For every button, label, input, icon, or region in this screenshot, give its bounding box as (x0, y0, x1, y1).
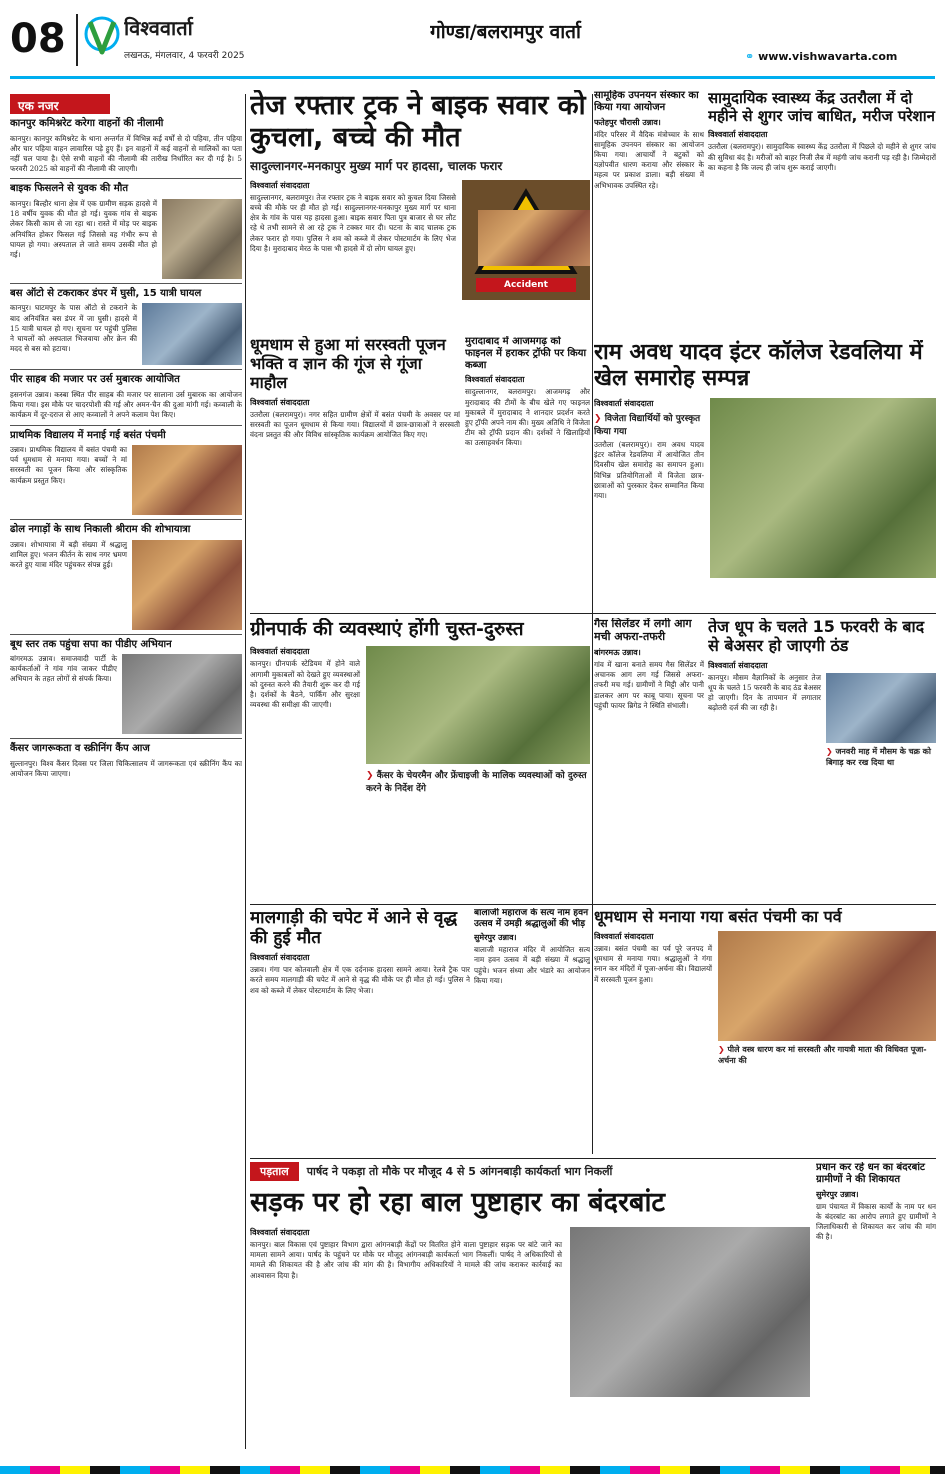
story-basant (594, 908, 936, 1160)
balaji-bureau: सुमेरपुर उन्नाव। (474, 933, 517, 943)
padtal-label: पड़ताल (250, 1162, 299, 1181)
basant-headline: धूमधाम से मनाया गया बसंत पंचमी का पर्व (594, 908, 842, 926)
saraswati-text: उतरौला (बलरामपुर)। नगर सहित ग्रामीण क्षेत्रों में बसंत पंचमी के अवसर पर मां सरस्वती का पूजन धूमधाम से किया गया। विद्यालयों में छात्र-छात्राओं ने सरस्वती वंदना प्रस्तुत की और विविध सांस्कृतिक कार्यक्रम आयोजित किए गए। (250, 409, 460, 440)
section-rule (250, 904, 936, 905)
basant-caption-text: पीले वस्त्र धारण कर मां सरस्वती और गायत्री माता की विधिवत पूजा-अर्चना की (718, 1044, 927, 1065)
dateline: लखनऊ, मंगलवार, 4 फरवरी 2025 (124, 51, 245, 61)
story-pradhan (816, 1162, 936, 1452)
weather-caption-text: जनवरी माह में मौसम के चक्र को बिगाड़ कर रख दिया था (826, 746, 931, 767)
story-saraswati (250, 336, 460, 636)
left-item-title: बूथ स्तर तक पहुंचा सपा का पीडीए अभियान (10, 638, 172, 650)
story-gas (594, 618, 704, 908)
left-item-title: ढोल नगाड़ों के साथ निकाली श्रीराम की शोभायात्रा (10, 524, 191, 536)
street-photo (826, 673, 936, 743)
weather-bureau: विश्ववार्ता संवाददाता (708, 660, 768, 670)
arrow-icon: ❯ (718, 1044, 725, 1054)
left-item (10, 425, 242, 516)
pradhan-headline: प्रधान कर रहे धन का बंदरबांट ग्रामीणों ने की शिकायत (816, 1162, 925, 1185)
website[interactable] (745, 50, 940, 68)
left-item (10, 118, 242, 174)
left-item-text: उन्नाव। प्राथमिक विद्यालय में बसंत पंचमी का पर्व धूमधाम से मनाया गया। बच्चों ने मां सरस्वती का पूजन किया और सांस्कृतिक कार्यक्रम प्रस्तुत किए। (10, 445, 127, 485)
padtal-bureau: विश्ववार्ता संवाददाता (250, 1227, 310, 1237)
left-item-title: कैंसर जागरूकता व स्क्रीनिंग कैंप आज (10, 743, 150, 755)
saraswati-headline: धूमधाम से हुआ मां सरस्वती पूजन भक्ति व ज्ञान की गूंज से गूंजा माहौल (250, 336, 446, 392)
balaji-text: बालाजी महाराज मंदिर में आयोजित सत्य नाम हवन उत्सव में बड़ी संख्या में श्रद्धालु पहुंचे। भजन संध्या और भंडारे का आयोजन किया गया। (474, 945, 590, 985)
left-item-text: बांगरमऊ उन्नाव। समाजवादी पार्टी के कार्यकर्ताओं ने गांव गांव जाकर पीडीए अभियान के तहत लोगों से संपर्क किया। (10, 654, 117, 684)
basant-text: उन्नाव। बसंत पंचमी का पर्व पूरे जनपद में धूमधाम से मनाया गया। श्रद्धालुओं ने गंगा स्नान कर मंदिरों में पूजा-अर्चना की। विद्यालयों में सरस्वती पूजन हुआ। (594, 943, 712, 984)
upnayan-headline: सामूहिक उपनयन संस्कार का किया गया आयोजन (594, 90, 699, 113)
train-bureau: विश्ववार्ता संवाददाता (250, 953, 310, 963)
sports-bureau: विश्ववार्ता संवाददाता (594, 398, 654, 408)
left-item-text: कानपुर। कानपुर कमिश्नरेट के थाना अन्तर्गत में विभिन्न कई वर्षों से दो पहिया, तीन पहिया और चार पहिया वाहन लावारिस पड़े हुए हैं। इन वाहनों में कई वाहनों से मालिकों का पता नहीं चल पाया है। ऐसे सभी वाहनों की नीलामी की तारीख निर्धारित कर दी गई है। 5 फरवरी 2025 को वाहनों की नीलामी की जाएगी। (10, 133, 242, 174)
globe-icon: ⚭ (745, 50, 755, 63)
left-item (10, 178, 242, 279)
greenpark-headline: ग्रीनपार्क की व्यवस्थाएं होंगी चुस्त-दुरुस्त (250, 618, 524, 640)
chc-headline: सामुदायिक स्वास्थ्य केंद्र उतरौला में दो महीने से शुगर जांच बाधित, मरीज परेशान (708, 90, 935, 125)
story-moradabad (465, 336, 590, 636)
story-upnayan (594, 90, 704, 336)
section-title: गोण्डा/बलरामपुर वार्ता (430, 21, 581, 43)
left-item (10, 283, 242, 366)
bus-accident-photo (142, 303, 242, 365)
sports-headline: राम अवध यादव इंटर कॉलेज रेडवलिया में खेल समारोह सम्पन्न (594, 340, 923, 391)
page-number: 08 (10, 16, 66, 62)
lead-text: सादुल्लानगर, बलरामपुर। तेज रफ्तार ट्रक ने बाइक सवार को कुचल दिया जिससे बच्चे की मौके पर ही मौत हो गई। सादुल्लानगर-मनकापुर मुख्य मार्ग पर थाना क्षेत्र के गांव के पास यह हादसा हुआ। बाइक सवार पिता पुत्र बाजार से घर लौट रहे थे तभी सामने से आ रहे ट्रक ने टक्कर मार दी। घटना के बाद चालक ट्रक लेकर फरार हो गया। पुलिस ने शव को कब्जे में लेकर पोस्टमार्टम के लिए भेज दिया है। मुरादाबाद मेरठ के पास भी हादसे में दो लोग घायल हुए। (250, 192, 456, 253)
gas-text: गांव में खाना बनाते समय गैस सिलेंडर में अचानक आग लग गई जिससे अफरा-तफरी मच गई। ग्रामीणों ने मिट्टी और पानी डालकर आग पर काबू पाया। सूचना पर पहुंची फायर ब्रिगेड ने स्थिति संभाली। (594, 659, 704, 710)
masthead-divider (76, 14, 78, 66)
website-url[interactable]: www.vishwavarta.com (758, 50, 898, 63)
sports-side (594, 411, 704, 437)
greenpark-text: कानपुर। ग्रीनपार्क स्टेडियम में होने वाले आगामी मुकाबलों को देखते हुए व्यवस्थाओं को दुरुस्त करने की तैयारी शुरू कर दी गई है। दर्शकों के बैठने, पार्किंग और सुरक्षा व्यवस्था की समीक्षा की जाएगी। (250, 659, 360, 710)
left-item-text: उन्नाव। शोभायात्रा में बड़ी संख्या में श्रद्धालु शामिल हुए। भजन कीर्तन के साथ नगर भ्रमण करते हुए यात्रा मंदिर पहुंचकर संपन्न हुई। (10, 539, 127, 569)
left-item-title: पीर साहब की मजार पर उर्स मुबारक आयोजित (10, 374, 180, 386)
greenpark-caption-text: कैंसर के चेयरमैन और फ्रेंचाइजी के मालिक व्यवस्थाओं को दुरुस्त करने के निर्देश देंगे (366, 771, 587, 795)
lead-headline: तेज रफ्तार ट्रक ने बाइक सवार को कुचला, बच्चे की मौत (250, 90, 586, 153)
sports-side-text: विजेता विद्यार्थियों को पुरस्कृत किया गया (594, 413, 701, 437)
train-headline: मालगाड़ी की चपेट में आने से वृद्ध की हुई मौत (250, 908, 458, 949)
basant-photo (718, 931, 936, 1041)
moradabad-headline: मुरादाबाद में आजमगढ़ को फाइनल में हराकर ट्रॉफी पर किया कब्जा (465, 336, 587, 371)
story-chc (708, 90, 936, 336)
lead-bureau: विश्ववार्ता संवाददाता (250, 180, 310, 190)
basant-bureau: विश्ववार्ता संवाददाता (594, 931, 654, 941)
pradhan-text: ग्राम पंचायत में विकास कार्यों के नाम पर धन के बंदरबांट का आरोप लगाते हुए ग्रामीणों ने जिलाधिकारी से शिकायत कर जांच की मांग की है। (816, 1201, 936, 1242)
left-item (10, 634, 242, 735)
basant-caption (718, 1044, 936, 1066)
weather-headline: तेज धूप के चलते 15 फरवरी के बाद से बेअसर हो जाएगी ठंड (708, 618, 925, 655)
moradabad-bureau: विश्ववार्ता संवाददाता (465, 375, 525, 385)
left-item-text: सुल्तानपुर। विश्व कैंसर दिवस पर जिला चिकित्सालय में जागरूकता एवं स्क्रीनिंग कैंप का आयोजन किया जाएगा। (10, 758, 242, 778)
sports-text: उतरौला (बलरामपुर)। राम अवध यादव इंटर कॉलेज रेडवलिया में आयोजित तीन दिवसीय खेल समारोह का समापन हुआ। विभिन्न प्रतियोगिताओं में विजेता छात्र-छात्राओं को पुरस्कार देकर सम्मानित किया गया। (594, 439, 704, 500)
left-item-text: कानपुर। घाटमपुर के पास ऑटो से टकराने के बाद अनियंत्रित बस डंपर में जा घुसी। हादसे में 15 यात्री घायल हो गए। सूचना पर पहुंची पुलिस ने घायलों को अस्पताल भिजवाया और क्रेन की मदद से बस को हटाया। (10, 303, 137, 354)
train-text: उन्नाव। गंगा पार कोतवाली क्षेत्र में एक दर्दनाक हादसा सामने आया। रेलवे ट्रैक पार करते समय मालगाड़ी की चपेट में आने से वृद्ध की मौके पर ही मौत हो गई। पुलिस ने शव को कब्जे में लेकर पोस्टमार्टम के लिए भेजा। (250, 965, 470, 995)
gas-bureau: बांगरमऊ उन्नाव। (594, 647, 641, 657)
masthead-rule (10, 76, 935, 79)
stadium-photo (366, 646, 590, 764)
upnayan-text: मंदिर परिसर में वैदिक मंत्रोच्चार के साथ सामूहिक उपनयन संस्कार का आयोजन किया गया। आचार्यों ने बटुकों को यज्ञोपवीत धारण कराया और संस्कार के महत्व पर प्रकाश डाला। बड़ी संख्या में अभिभावक उपस्थित रहे। (594, 129, 704, 190)
accident-label: Accident (476, 278, 576, 292)
balaji-headline: बालाजी महाराज के सत्य नाम हवन उत्सव में उमड़ी श्रद्धालुओं की भीड़ (474, 908, 589, 929)
arrow-icon: ❯ (366, 771, 374, 782)
left-item-title: बस ऑटो से टकराकर डंपर में घुसी, 15 यात्री घायल (10, 287, 202, 299)
left-item-title: कानपुर कमिश्नरेट करेगा वाहनों की नीलामी (10, 118, 164, 129)
chc-bureau: विश्ववार्ता संवाददाता (708, 130, 768, 140)
story-greenpark (250, 618, 590, 908)
section-rule (250, 613, 936, 614)
arrow-icon: ❯ (826, 746, 833, 756)
left-item (10, 738, 242, 779)
column-rule (245, 94, 246, 1449)
color-registration-strip (0, 1466, 945, 1474)
moradabad-text: सादुल्लानगर, बलरामपुर। आजमगढ़ और मुरादाबाद की टीमों के बीच खेले गए फाइनल मुकाबले में मुरादाबाद ने शानदार प्रदर्शन करते हुए ट्रॉफी अपने नाम की। मुख्य अतिथि ने विजेता टीम को ट्रॉफी प्रदान की। दर्शकों ने खिलाड़ियों का उत्साहवर्धन किया। (465, 387, 590, 448)
padtal-photo (570, 1227, 810, 1397)
left-item (10, 369, 242, 420)
paper-name: विश्ववार्ता (124, 16, 193, 40)
portrait-photo (162, 199, 242, 279)
left-item-title: बाइक फिसलने से युवक की मौत (10, 183, 129, 195)
gas-headline: गैस सिलेंडर में लगी आग मची अफरा-तफरी (594, 618, 692, 643)
arrow-icon: ❯ (594, 413, 602, 424)
padtal-text: कानपुर। बाल विकास एवं पुष्टाहार विभाग द्वारा आंगनबाड़ी केंद्रों पर वितरित होने वाला पुष्टाहार सड़क पर बांटे जाने का मामला सामने आया। पार्षद के पहुंचने पर मौके पर मौजूद आंगनबाड़ी कार्यकर्ता भाग निकलीं। पार्षद ने अधिकारियों से मामले की शिकायत की है और जांच की मांग की है। विभागीय अधिकारियों ने मामले की जांच कराकर कार्रवाई का आश्वासन दिया है। (250, 1239, 562, 1280)
left-column (10, 94, 242, 1449)
masthead (0, 0, 945, 88)
mourning-photo (478, 210, 590, 266)
saraswati-bureau: विश्ववार्ता संवाददाता (250, 397, 310, 407)
padtal-kicker: पार्षद ने पकड़ा तो मौके पर मौजूद 4 से 5 आंगनबाड़ी कार्यकर्ता भाग निकलीं (306, 1165, 613, 1178)
sports-photo (710, 398, 936, 578)
sp-meeting-photo (122, 654, 242, 734)
story-weather (708, 618, 936, 908)
weather-text: कानपुर। मौसम वैज्ञानिकों के अनुसार तेज धूप के चलते 15 फरवरी के बाद ठंड बेअसर हो जाएगी। दिन के तापमान में लगातार बढ़ोतरी दर्ज की जा रही है। (708, 672, 821, 713)
logo-icon (84, 14, 120, 60)
story-train (250, 908, 470, 1160)
greenpark-bureau: विश्ववार्ता संवाददाता (250, 647, 310, 657)
pradhan-bureau: सुमेरपुर उन्नाव। (816, 1189, 859, 1199)
left-item-text: कानपुर। बिल्हौर थाना क्षेत्र में एक ग्रामीण सड़क हादसे में 18 वर्षीय युवक की मौत हो गई। युवक गांव से बाइक लेकर किसी काम से जा रहा था। रास्ते में मोड़ पर बाइक अनियंत्रित होकर फिसल गई जिससे वह गंभीर रूप से घायल हो गया। अस्पताल ले जाते समय उसकी मौत हो गई। (10, 198, 157, 259)
lead-subheadline: सादुल्लानगर-मनकापुर मुख्य मार्ग पर हादसा, चालक फरार (250, 158, 503, 173)
left-item (10, 519, 242, 630)
upnayan-bureau: फतेहपुर चौरासी उन्नाव। (594, 117, 661, 127)
weather-caption (826, 746, 936, 768)
school-photo (132, 445, 242, 515)
left-item-text: हसनगंज उन्नाव। कस्बा स्थित पीर साहब की मजार पर सालाना उर्स मुबारक का आयोजन किया गया। इस मौके पर चादरपोशी की गई और अमन-चैन की दुआ मांगी गई। कव्वाली के कार्यक्रम में दूर-दराज से आए कव्वालों ने अपने कलाम पेश किए। (10, 389, 242, 420)
padtal-feature (250, 1162, 810, 1452)
padtal-headline: सड़क पर हो रहा बाल पुष्टाहार का बंदरबांट (250, 1187, 666, 1218)
left-item-title: प्राथमिक विद्यालय में मनाई गई बसंत पंचमी (10, 429, 166, 441)
ek-nazar-label: एक नजर (10, 94, 110, 114)
greenpark-caption (366, 768, 590, 794)
procession-photo (132, 540, 242, 630)
story-balaji (474, 908, 590, 1160)
chc-text: उतरौला (बलरामपुर)। सामुदायिक स्वास्थ्य केंद्र उतरौला में पिछले दो महीने से शुगर जांच की सुविधा बंद है। मरीजों को बाहर निजी लैब में महंगी जांच करानी पड़ रही है। जिम्मेदारों का कहना है कि जल्द ही जांच शुरू कराई जाएगी। (708, 142, 936, 172)
column-rule (592, 94, 593, 1154)
section-rule (250, 1158, 936, 1159)
story-sports (594, 340, 936, 605)
